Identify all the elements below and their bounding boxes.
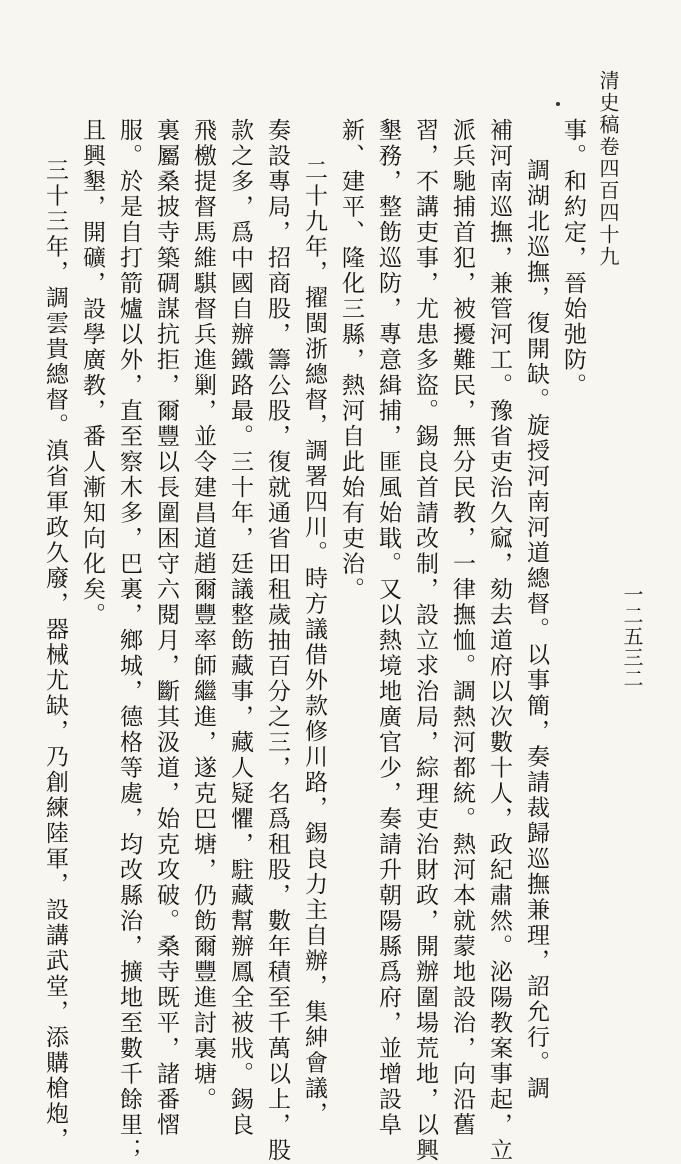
text-column-4: 派兵馳捕首犯，被擾難民，無分民教，一律撫恤。調熱河都統。熱河本就蒙地設治，向沿舊 (449, 118, 475, 1138)
text-column-8: 二十九年，擢閩浙總督，調署四川。時方議借外款修川路，錫良力主自辦，集紳會議， (301, 158, 327, 1127)
text-column-1: 事。和約定，晉始弛防。 (560, 118, 586, 399)
text-column-14: 且興墾，開礦，設學廣教，番人漸知向化矣。 (79, 118, 105, 628)
text-column-15: 三十三年，調雲貴總督。滇省軍政久廢，器械尤缺，乃創練陸軍，設講武堂，添購槍炮， (42, 158, 68, 1153)
book-title: 清史稿卷四百四十九 (596, 70, 620, 268)
page-number: 一二五三二 (620, 584, 644, 689)
text-column-2: 調湖北巡撫，復開缺。旋授河南河道總督。以事簡，奏請裁歸巡撫兼理，詔允行。調 (523, 158, 549, 1102)
text-column-10: 款之多，爲中國自辦鐵路最。三十年，廷議整飭藏事，藏人疑懼，駐藏幫辦鳳全被戕。錫良 (227, 118, 253, 1138)
text-column-12: 裏屬桑披寺築碉謀抗拒，爾豐以長圍困守六閱月，斷其汲道，始克攻破。桑寺既平，諸番慴 (153, 118, 179, 1138)
text-column-7: 新、建平、隆化三縣，熱河自此始有吏治。 (338, 118, 364, 603)
text-column-13: 服。於是自打箭爐以外，直至察木多，巴裏，鄉城，德格等處，均改縣治，擴地至數千餘里； (116, 118, 142, 1164)
text-column-11: 飛檄提督馬維騏督兵進剿，並令建昌道趙爾豐率師繼進，遂克巴塘，仍飭爾豐進討裏塘。 (190, 118, 216, 1113)
text-column-5: 習，不講吏事，尤患多盜。錫良首請改制，設立求治局，綜理吏治財政，開辦圍場荒地，以興 (412, 118, 438, 1164)
margin-dot (556, 102, 560, 106)
text-column-3: 補河南巡撫，兼管河工。豫省吏治久窳，劾去道府以次數十人，政紀肅然。泌陽教案事起，立 (486, 118, 512, 1164)
text-column-9: 奏設專局，招商股，籌公股，復就通省田租歲抽百分之三，名爲租股，數年積至千萬以上，股 (264, 118, 290, 1164)
text-column-6: 墾務，整飭巡防，專意緝捕，匪風始戢。又以熱境地廣官少，奏請升朝陽縣爲府，並增設阜 (375, 118, 401, 1138)
